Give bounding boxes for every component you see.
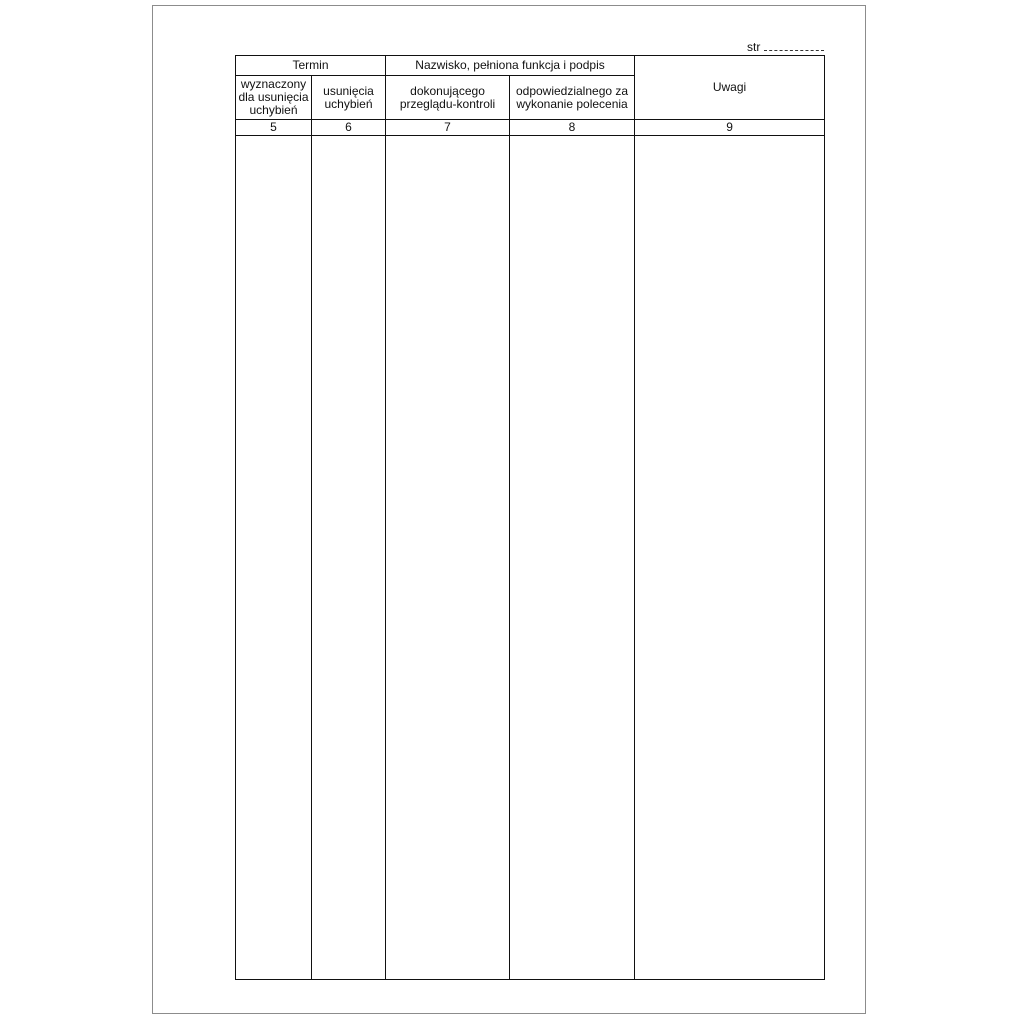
column-number-6: 6: [312, 120, 386, 136]
entry-cell-usuniecia[interactable]: [312, 136, 386, 980]
column-number-7: 7: [386, 120, 510, 136]
header-nazwisko: Nazwisko, pełniona funkcja i podpis: [386, 56, 635, 76]
column-number-8: 8: [510, 120, 635, 136]
header-uwagi: Uwagi: [635, 56, 825, 120]
entry-cell-dokonujacego[interactable]: [386, 136, 510, 980]
page-number-label: str: [747, 40, 761, 54]
header-termin: Termin: [236, 56, 386, 76]
entry-cell-wyznaczony[interactable]: [236, 136, 312, 980]
inspection-form-table: [235, 55, 825, 980]
entry-cell-odpowiedzialnego[interactable]: [510, 136, 635, 980]
entry-cell-uwagi[interactable]: [635, 136, 825, 980]
column-number-9: 9: [635, 120, 825, 136]
subheader-usuniecia: usunięcia uchybień: [312, 76, 386, 120]
subheader-dokonujacego: dokonującego przeglądu-kontroli: [386, 76, 510, 120]
page-number-field: [764, 50, 824, 51]
subheader-odpowiedzialnego: odpowiedzialnego za wykonanie polecenia: [510, 76, 635, 120]
column-number-5: 5: [236, 120, 312, 136]
subheader-wyznaczony: wyznaczony dla usunięcia uchybień: [236, 76, 312, 120]
